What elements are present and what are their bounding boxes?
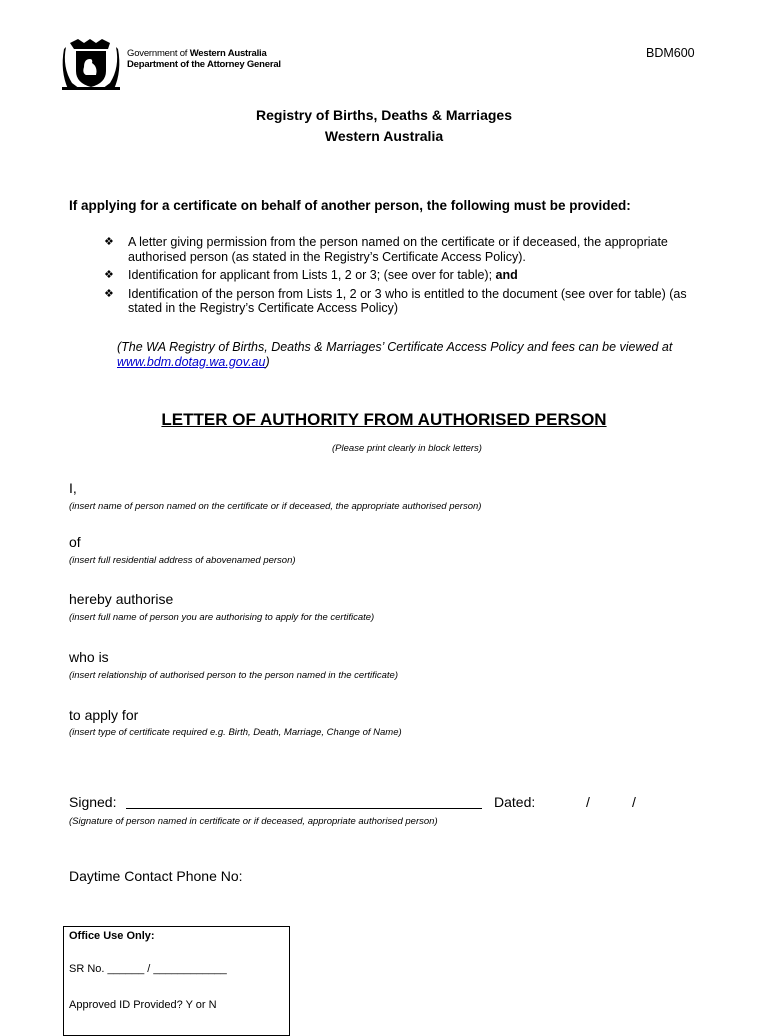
government-name <box>127 48 281 70</box>
department-name: Department of the Attorney General <box>127 59 281 70</box>
policy-close: ) <box>265 354 270 369</box>
signature-line[interactable] <box>126 808 482 809</box>
of-hint: (insert full residential address of abovenamed person) <box>69 555 296 566</box>
signed-label: Signed: <box>69 794 117 810</box>
diamond-bullet-icon: ❖ <box>104 269 114 281</box>
list-item <box>104 287 704 316</box>
list-item <box>104 268 704 283</box>
gov-state: Western Australia <box>189 48 267 59</box>
policy-note <box>117 340 707 369</box>
apply-for-hint: (insert type of certificate required e.g. Birth, Death, Marriage, Change of Name) <box>69 727 402 738</box>
apply-for-label: to apply for <box>69 707 139 723</box>
diamond-bullet-icon: ❖ <box>104 287 114 300</box>
date-separator: / <box>632 794 636 810</box>
office-use-title: Office Use Only: <box>69 930 155 942</box>
relationship-label: who is <box>69 649 109 665</box>
relationship-hint: (insert relationship of authorised person to the person named in the certificate) <box>69 670 398 681</box>
registry-website-link[interactable]: www.bdm.dotag.wa.gov.au <box>117 354 266 369</box>
i-hint: (insert name of person named on the certificate or if deceased, the appropriate authorised person) <box>69 501 482 512</box>
dated-label: Dated: <box>494 794 536 810</box>
approved-id-field: Approved ID Provided? Y or N <box>69 999 217 1011</box>
authorise-hint: (insert full name of person you are authorising to apply for the certificate) <box>69 612 375 623</box>
policy-text: (The WA Registry of Births, Deaths & Marriages’ Certificate Access Policy and fees can be viewed at <box>117 340 673 354</box>
sr-number-field: SR No. ______ / ____________ <box>69 963 227 975</box>
requirement-and: and <box>495 268 518 282</box>
gov-prefix: Government of <box>127 48 188 59</box>
government-crest-logo <box>58 37 124 91</box>
requirement-text: A letter giving permission from the person named on the certificate or if deceased, the appropriate authorised person (as stated in the Registry’s Certificate Access Policy). <box>128 235 668 264</box>
requirements-list <box>104 235 704 320</box>
phone-label: Daytime Contact Phone No: <box>69 868 243 884</box>
requirement-text: Identification of the person from Lists 1, 2 or 3 who is entitled to the document (see over for table) (as stated in the Registry’s Certificate Access Policy) <box>128 286 687 315</box>
i-label: I, <box>69 480 77 496</box>
letter-heading: LETTER OF AUTHORITY FROM AUTHORISED PERSON <box>161 410 607 429</box>
form-code: BDM600 <box>646 46 695 60</box>
of-label: of <box>69 534 81 550</box>
office-use-box <box>63 926 290 1036</box>
registry-line-2: Western Australia <box>324 128 444 144</box>
print-instruction: (Please print clearly in block letters) <box>332 443 482 454</box>
list-item <box>104 235 704 264</box>
date-separator: / <box>586 794 590 810</box>
registry-title <box>0 105 768 147</box>
registry-line-1: Registry of Births, Deaths & Marriages <box>256 107 512 123</box>
signature-hint: (Signature of person named in certificate or if deceased, appropriate authorised person) <box>69 816 438 827</box>
requirement-text: Identification for applicant from Lists 1, 2 or 3; (see over for table); <box>128 268 493 282</box>
authorise-label: hereby authorise <box>69 591 174 607</box>
diamond-bullet-icon: ❖ <box>104 236 114 248</box>
intro-statement: If applying for a certificate on behalf of another person, the following must be provided: <box>69 198 631 213</box>
